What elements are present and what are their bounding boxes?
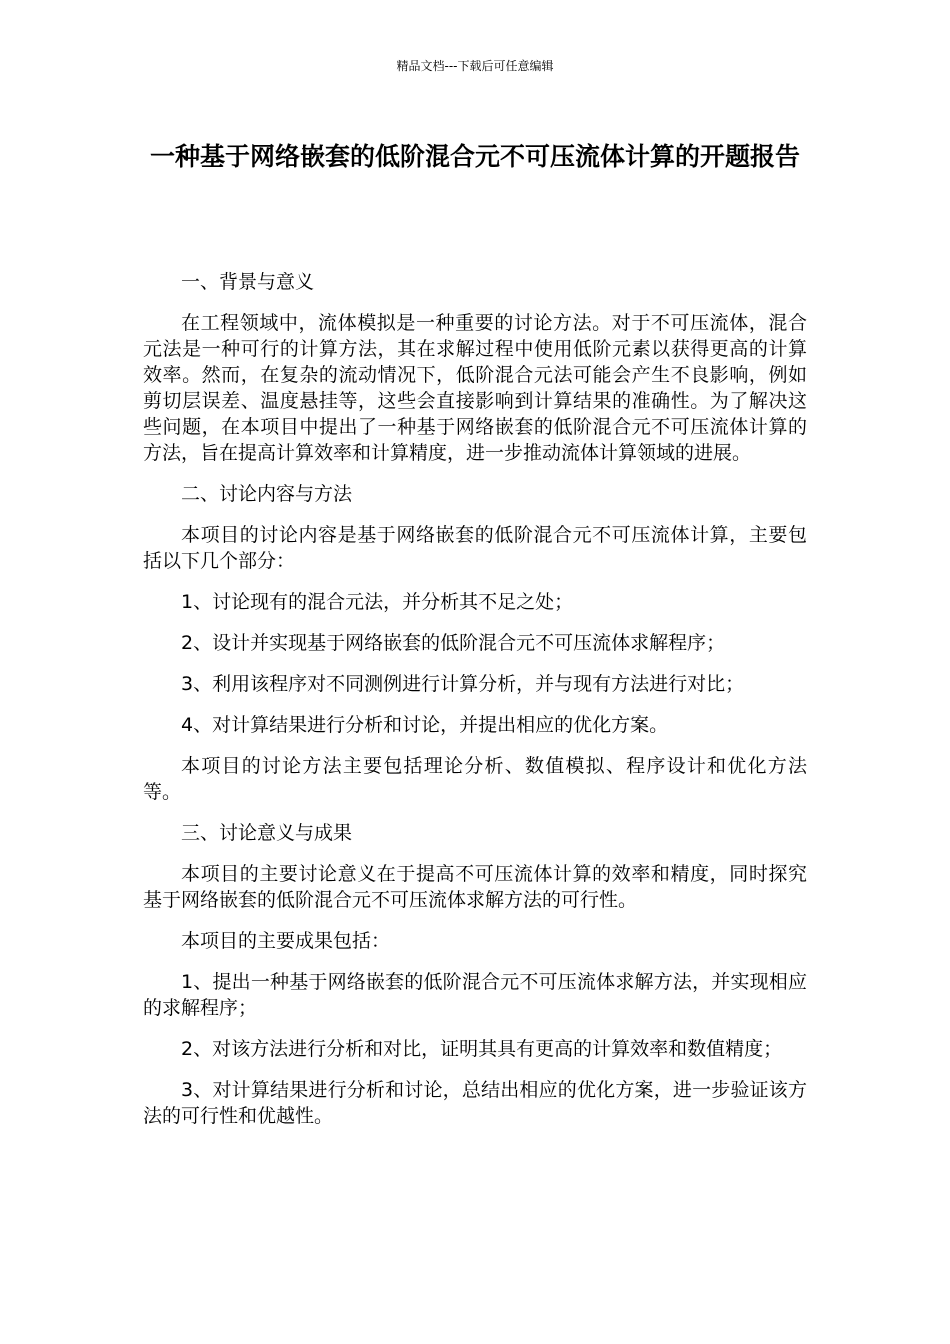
section-heading-content-method: 二、讨论内容与方法 bbox=[181, 483, 353, 505]
page-header: 精品文档---下载后可任意编辑 bbox=[396, 59, 554, 73]
list-item-content-2: 2、设计并实现基于网络嵌套的低阶混合元不可压流体求解程序； bbox=[181, 632, 726, 654]
paragraph-method: 本项目的讨论方法主要包括理论分析、数值模拟、程序设计和优化方法等。 bbox=[143, 755, 807, 803]
paragraph-background: 在工程领域中，流体模拟是一种重要的讨论方法。对于不可压流体，混合元法是一种可行的计算方法，其在求解过程中使用低阶元素以获得更高的计算效率。然而，在复杂的流动情况下，低阶混合元法可能会产生不良影响，例如剪切层误差、温度悬挂等，这些会直接影响到计算结果的准确性。为了解决这些问题，在本项目中提出了一种基于网络嵌套的低阶混合元不可压流体计算的方法，旨在提高计算效率和计算精度，进一步推动流体计算领域的进展。 bbox=[143, 312, 807, 464]
paragraph-results-intro: 本项目的主要成果包括： bbox=[181, 930, 391, 952]
list-item-result-1: 1、提出一种基于网络嵌套的低阶混合元不可压流体求解方法，并实现相应的求解程序； bbox=[143, 971, 807, 1019]
paragraph-content-intro: 本项目的讨论内容是基于网络嵌套的低阶混合元不可压流体计算，主要包括以下几个部分： bbox=[143, 524, 807, 572]
list-item-content-1: 1、讨论现有的混合元法，并分析其不足之处； bbox=[181, 591, 574, 613]
paragraph-significance: 本项目的主要讨论意义在于提高不可压流体计算的效率和精度，同时探究基于网络嵌套的低阶混合元不可压流体求解方法的可行性。 bbox=[143, 863, 807, 911]
document-title: 一种基于网络嵌套的低阶混合元不可压流体计算的开题报告 bbox=[149, 142, 800, 171]
list-item-result-3: 3、对计算结果进行分析和讨论，总结出相应的优化方案，进一步验证该方法的可行性和优越性。 bbox=[143, 1079, 807, 1127]
section-heading-significance: 三、讨论意义与成果 bbox=[181, 822, 353, 844]
list-item-content-3: 3、利用该程序对不同测例进行计算分析，并与现有方法进行对比； bbox=[181, 673, 745, 695]
list-item-content-4: 4、对计算结果进行分析和讨论，并提出相应的优化方案。 bbox=[181, 714, 669, 736]
list-item-result-2: 2、对该方法进行分析和对比，证明其具有更高的计算效率和数值精度； bbox=[181, 1038, 783, 1060]
section-heading-background: 一、背景与意义 bbox=[181, 271, 315, 293]
document-body bbox=[143, 269, 807, 1144]
